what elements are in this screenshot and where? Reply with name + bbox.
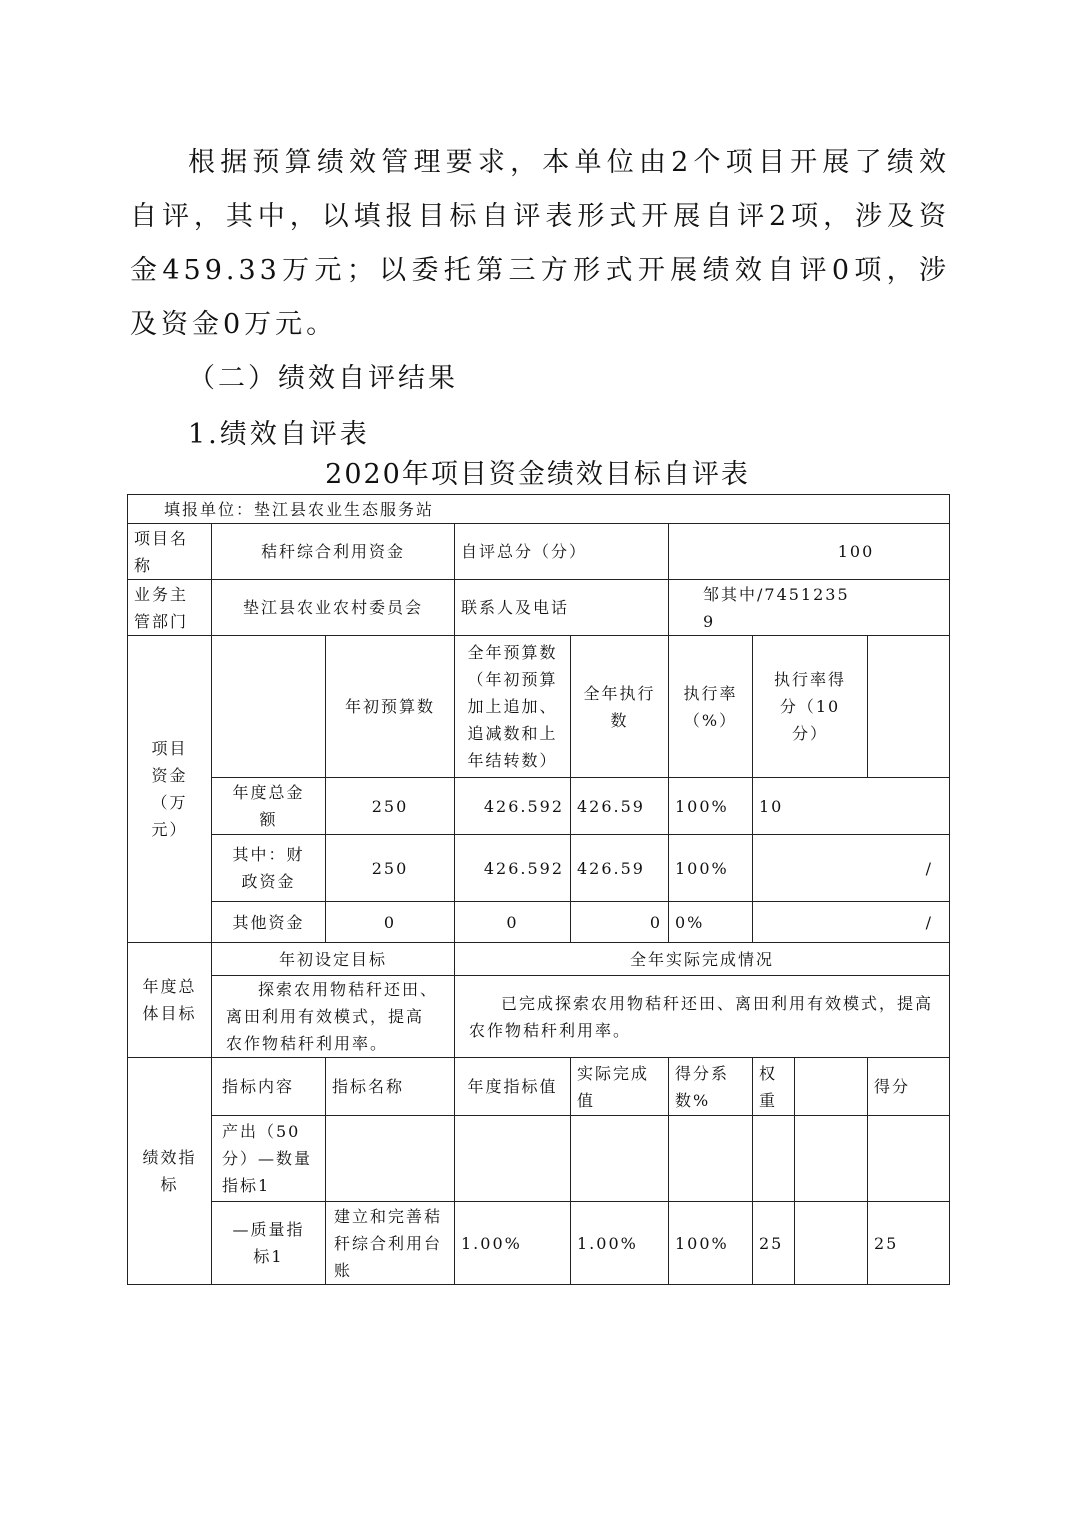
indicator-label: 绩效指标 <box>128 1058 212 1285</box>
table-row <box>128 902 950 943</box>
table-row <box>128 835 950 902</box>
indicator-weight: 25 <box>753 1202 795 1285</box>
funds-full-year: 426.592 <box>455 778 571 835</box>
section-heading: （二）绩效自评结果 <box>188 363 458 394</box>
funds-score: / <box>753 902 950 943</box>
funds-rate: 100% <box>669 835 753 902</box>
funds-initial: 250 <box>326 778 455 835</box>
contact: 邹其中/74512359 <box>669 580 950 636</box>
funds-executed: 426.59 <box>571 835 669 902</box>
header-rate-score: 执行率得分（10分） <box>753 636 868 778</box>
header-initial-budget: 年初预算数 <box>326 636 455 778</box>
indicator-coefficient: 100% <box>669 1202 753 1285</box>
table-row <box>128 943 950 976</box>
table-row <box>128 636 950 778</box>
annual-goal-label: 年度总体目标 <box>128 943 212 1058</box>
table-row <box>128 1202 950 1285</box>
header-full-year-budget: 全年预算数（年初预算加上追加、追减数和上年结转数） <box>455 636 571 778</box>
department: 垫江县农业农村委员会 <box>212 580 455 636</box>
indicator-blank <box>795 1116 868 1202</box>
actual-goal: 已完成探索农用物秸秆还田、离田利用有效模式，提高农作物秸秆利用率。 <box>455 976 950 1058</box>
header-executed: 全年执行数 <box>571 636 669 778</box>
indicator-content: —质量指标1 <box>212 1202 326 1285</box>
funds-label: 项目资金（万元） <box>128 636 212 943</box>
table-row <box>128 495 950 524</box>
table-row <box>128 778 950 835</box>
self-score: 100 <box>669 524 950 580</box>
funds-row-label: 年度总金额 <box>212 778 326 835</box>
header-annual-value: 年度指标值 <box>455 1058 571 1116</box>
actual-header: 全年实际完成情况 <box>455 943 950 976</box>
indicator-content: 产出（50分）—数量指标1 <box>212 1116 326 1202</box>
funds-executed: 426.59 <box>571 778 669 835</box>
indicator-actual-value <box>571 1116 669 1202</box>
project-name: 秸秆综合利用资金 <box>212 524 455 580</box>
funds-full-year: 0 <box>455 902 571 943</box>
unit-cell: 填报单位：垫江县农业生态服务站 <box>128 495 950 524</box>
funds-row-label: 其中：财政资金 <box>212 835 326 902</box>
intro-paragraph: 根据预算绩效管理要求，本单位由2个项目开展了绩效自评，其中，以填报目标自评表形式开展自评2项，涉及资金459.33万元；以委托第三方形式开展绩效自评0项，涉及资金0万元。 <box>130 147 950 340</box>
funds-initial: 0 <box>326 902 455 943</box>
indicator-score <box>868 1116 950 1202</box>
project-name-label: 项目名称 <box>128 524 212 580</box>
funds-rate: 100% <box>669 778 753 835</box>
header-rate: 执行率（%） <box>669 636 753 778</box>
funds-score: / <box>753 835 950 902</box>
table-title: 2020年项目资金绩效目标自评表 <box>325 459 750 490</box>
table-row <box>128 1058 950 1116</box>
header-name: 指标名称 <box>326 1058 455 1116</box>
table-row <box>128 580 950 636</box>
funds-initial: 250 <box>326 835 455 902</box>
header-coefficient: 得分系数% <box>669 1058 753 1116</box>
indicator-blank <box>795 1202 868 1285</box>
indicator-actual-value: 1.00% <box>571 1202 669 1285</box>
initial-goal: 探索农用物秸秆还田、离田利用有效模式，提高农作物秸秆利用率。 <box>212 976 455 1058</box>
blank-cell <box>868 636 950 778</box>
contact-label: 联系人及电话 <box>455 580 669 636</box>
header-actual-value: 实际完成值 <box>571 1058 669 1116</box>
initial-goal-header: 年初设定目标 <box>212 943 455 976</box>
indicator-annual-value <box>455 1116 571 1202</box>
funds-rate: 0% <box>669 902 753 943</box>
subsection-heading: 1.绩效自评表 <box>188 419 370 450</box>
funds-score: 10 <box>753 778 950 835</box>
table-row <box>128 1116 950 1202</box>
department-label: 业务主管部门 <box>128 580 212 636</box>
header-weight: 权重 <box>753 1058 795 1116</box>
funds-row-label: 其他资金 <box>212 902 326 943</box>
table-row <box>128 524 950 580</box>
indicator-annual-value: 1.00% <box>455 1202 571 1285</box>
header-blank <box>795 1058 868 1116</box>
self-score-label: 自评总分（分） <box>455 524 669 580</box>
funds-full-year: 426.592 <box>455 835 571 902</box>
header-score: 得分 <box>868 1058 950 1116</box>
header-content: 指标内容 <box>212 1058 326 1116</box>
indicator-score: 25 <box>868 1202 950 1285</box>
indicator-coefficient <box>669 1116 753 1202</box>
table-row <box>128 976 950 1058</box>
indicator-weight <box>753 1116 795 1202</box>
indicator-name <box>326 1116 455 1202</box>
blank-cell <box>212 636 326 778</box>
indicator-name: 建立和完善秸秆综合利用台账 <box>326 1202 455 1285</box>
funds-executed: 0 <box>571 902 669 943</box>
evaluation-table <box>127 494 950 1285</box>
